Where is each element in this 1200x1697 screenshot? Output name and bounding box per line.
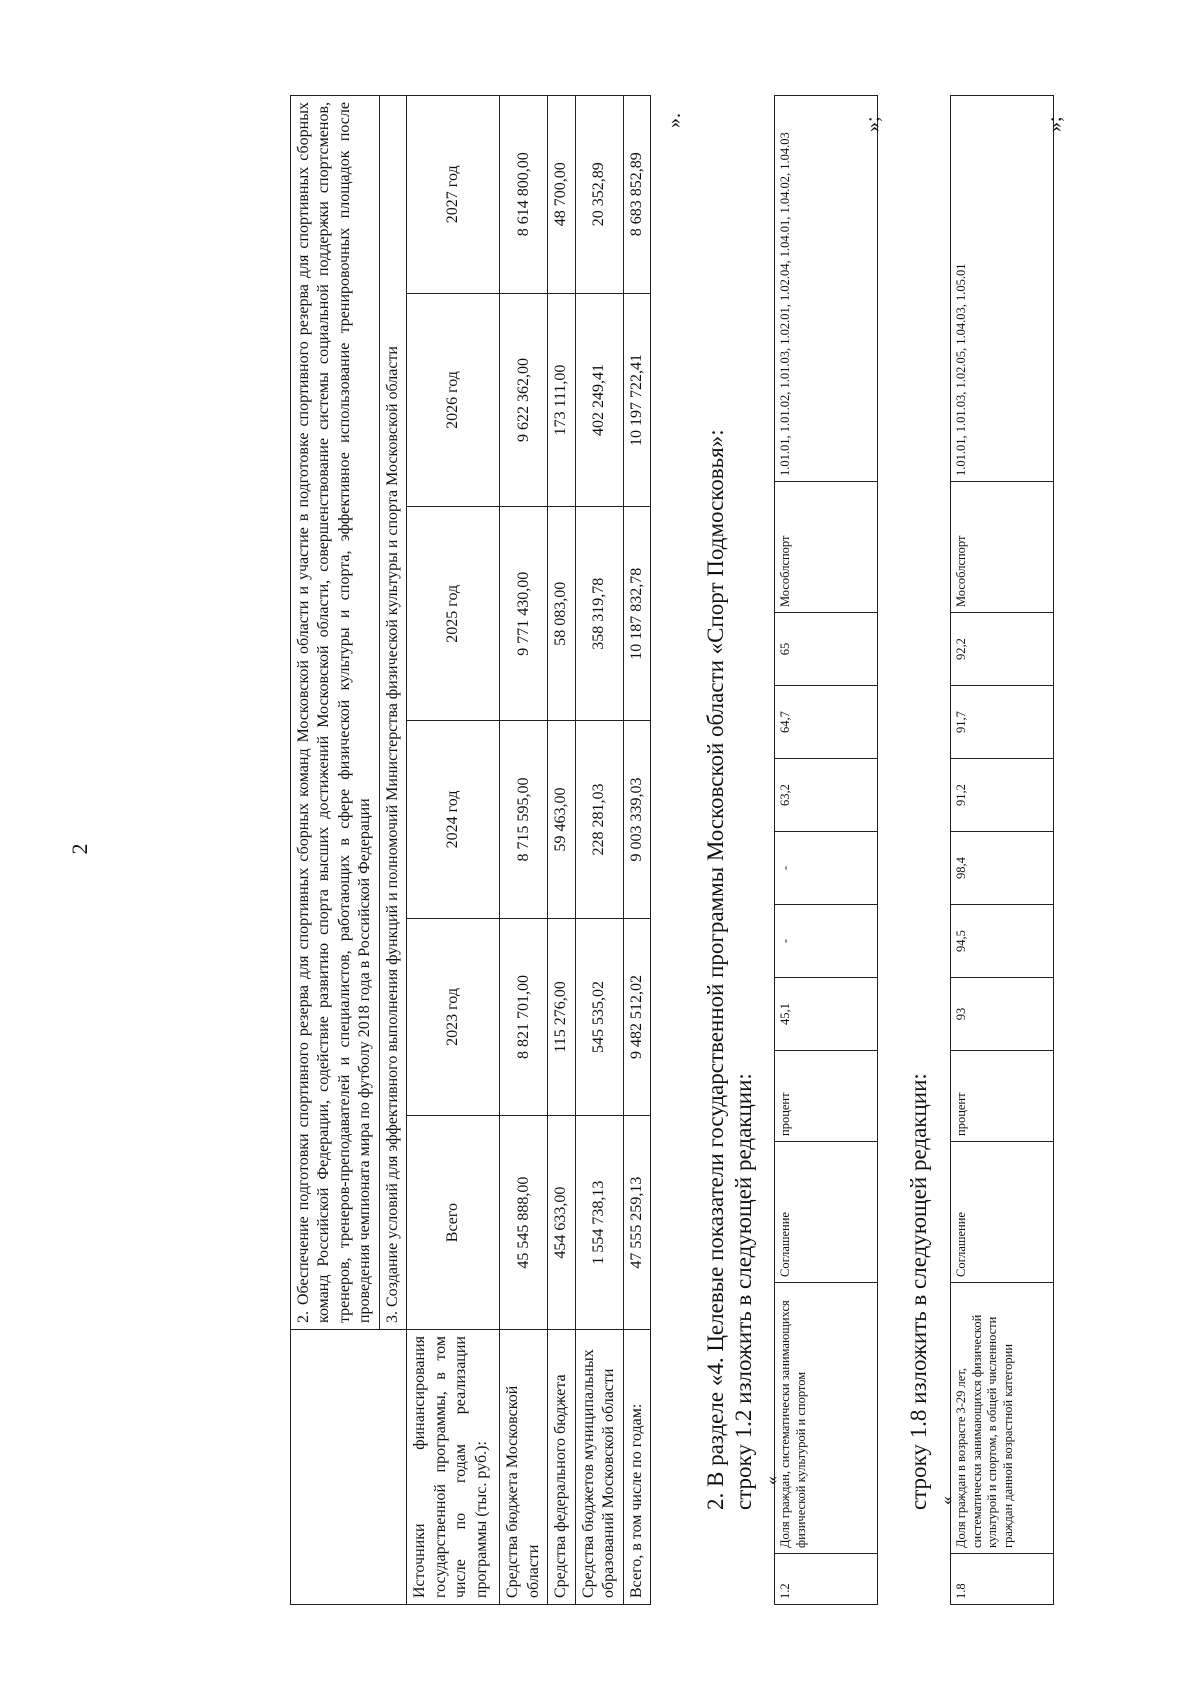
indicator-type: Соглашение	[951, 1142, 1054, 1283]
goal-3-text: 3. Создание условий для эффективного выполнения функций и полномочий Министерства физической культуры и спорта Московской области	[379, 96, 406, 1330]
cell-value: 45 545 888,00	[500, 1116, 548, 1330]
row-label: Средства бюджетов муниципальных образований Московской области	[575, 1330, 623, 1605]
indicator-value: 45,1	[775, 978, 878, 1051]
cell-value: 47 555 259,13	[623, 1116, 650, 1330]
linked-measures: 1.01.01, 1.01.03, 1.02.05, 1.04.03, 1.05.01	[951, 96, 1054, 482]
closing-quote: »;	[1044, 116, 1066, 132]
cell-value: 228 281,03	[575, 721, 623, 919]
indicator-name: Доля граждан, систематически занимающихся физической культурой и спортом	[775, 1283, 878, 1554]
goal-2-text: 2. Обеспечение подготовки спортивного резерва для спортивных сборных команд Московской области и участие в подготовке спортивного резерва для спортивных сборных команд Российской Федерации, содействие развитию спорта высших достижений Московской области, совершенствование системы социальной поддержки спортсменов, тренеров, тренеров-преподавателей и специалистов, работающих в сфере физической культуры и спорта, эффективное использование тренировочных площадок после проведения чемпионата мира по футболу 2018 года в Российской Федерации	[291, 96, 380, 1330]
table-row	[951, 96, 1054, 1605]
indicator-value: 65	[775, 613, 878, 686]
column-2025: 2025 год	[407, 507, 500, 721]
indicator-value: -	[775, 832, 878, 905]
table-row	[575, 96, 623, 1605]
cell-value: 545 535,02	[575, 918, 623, 1116]
table-row	[500, 96, 548, 1605]
responsible-body: Мособлспорт	[951, 482, 1054, 613]
table-row	[548, 96, 575, 1605]
column-2023: 2023 год	[407, 918, 500, 1116]
cell-value: 173 111,00	[548, 293, 575, 507]
financing-table	[290, 95, 651, 1605]
cell-value: 59 463,00	[548, 721, 575, 919]
financing-sources-label: Источники финансирования государственной программы, в том числе по годам реализации программы (тыс. руб.):	[407, 1330, 500, 1605]
indicator-unit: процент	[951, 1051, 1054, 1142]
page-number: 2	[67, 843, 92, 855]
indicator-value: 93	[951, 978, 1054, 1051]
cell-value: 8 683 852,89	[623, 96, 650, 294]
row-number: 1.2	[775, 1554, 878, 1605]
cell-value: 10 187 832,78	[623, 507, 650, 721]
cell-value: 48 700,00	[548, 96, 575, 294]
cell-value: 9 622 362,00	[500, 293, 548, 507]
indicator-value: 94,5	[951, 905, 1054, 978]
closing-quote: ».	[663, 113, 685, 128]
row-label: Средства бюджета Московской области	[500, 1330, 548, 1605]
indicator-type: Соглашение	[775, 1142, 878, 1283]
column-2027: 2027 год	[407, 96, 500, 294]
table-row	[775, 96, 878, 1605]
indicator-value: -	[775, 905, 878, 978]
cell-value: 8 821 701,00	[500, 918, 548, 1116]
indicator-value: 98,4	[951, 832, 1054, 905]
empty-cell	[379, 1330, 406, 1605]
section-heading: 2. В разделе «4. Целевые показатели государственной программы Московской области «Спорт Подмосковья»:	[703, 429, 728, 1510]
instruction-row-1-8: строку 1.8 изложить в следующей редакции:	[906, 1073, 931, 1510]
cell-value: 10 197 722,41	[623, 293, 650, 507]
row-number: 1.8	[951, 1554, 1054, 1605]
cell-value: 9 482 512,02	[623, 918, 650, 1116]
cell-value: 358 319,78	[575, 507, 623, 721]
cell-value: 9 771 430,00	[500, 507, 548, 721]
open-quote: «	[936, 1496, 956, 1505]
indicator-value: 91,7	[951, 686, 1054, 759]
indicator-row-1-8-table	[950, 95, 1054, 1605]
open-quote: «	[761, 1476, 781, 1485]
closing-quote: »;	[862, 116, 884, 132]
column-total: Всего	[407, 1116, 500, 1330]
cell-value: 20 352,89	[575, 96, 623, 294]
cell-value: 1 554 738,13	[575, 1116, 623, 1330]
column-2024: 2024 год	[407, 721, 500, 919]
indicator-unit: процент	[775, 1051, 878, 1142]
cell-value: 8 715 595,00	[500, 721, 548, 919]
indicator-row-1-2-table	[774, 95, 878, 1605]
linked-measures: 1.01.01, 1.01.02, 1.01.03, 1.02.01, 1.02.04, 1.04.01, 1.04.02, 1.04.03	[775, 96, 878, 482]
cell-value: 402 249,41	[575, 293, 623, 507]
indicator-value: 64,7	[775, 686, 878, 759]
indicator-value: 91,2	[951, 759, 1054, 832]
column-2026: 2026 год	[407, 293, 500, 507]
cell-value: 9 003 339,03	[623, 721, 650, 919]
indicator-name: Доля граждан в возрасте 3-29 лет, систематически занимающихся физической культурой и спортом, в общей численности граждан данной возрастной категории	[951, 1283, 1054, 1554]
rotated-landscape-content	[160, 40, 1200, 1640]
responsible-body: Мособлспорт	[775, 482, 878, 613]
indicator-value: 63,2	[775, 759, 878, 832]
table-row	[623, 96, 650, 1605]
cell-value: 115 276,00	[548, 918, 575, 1116]
instruction-row-1-2: строку 1.2 изложить в следующей редакции:	[731, 1073, 756, 1510]
empty-cell	[291, 1330, 380, 1605]
cell-value: 8 614 800,00	[500, 96, 548, 294]
row-label: Всего, в том числе по годам:	[623, 1330, 650, 1605]
cell-value: 454 633,00	[548, 1116, 575, 1330]
cell-value: 58 083,00	[548, 507, 575, 721]
indicator-value: 92,2	[951, 613, 1054, 686]
row-label: Средства федерального бюджета	[548, 1330, 575, 1605]
